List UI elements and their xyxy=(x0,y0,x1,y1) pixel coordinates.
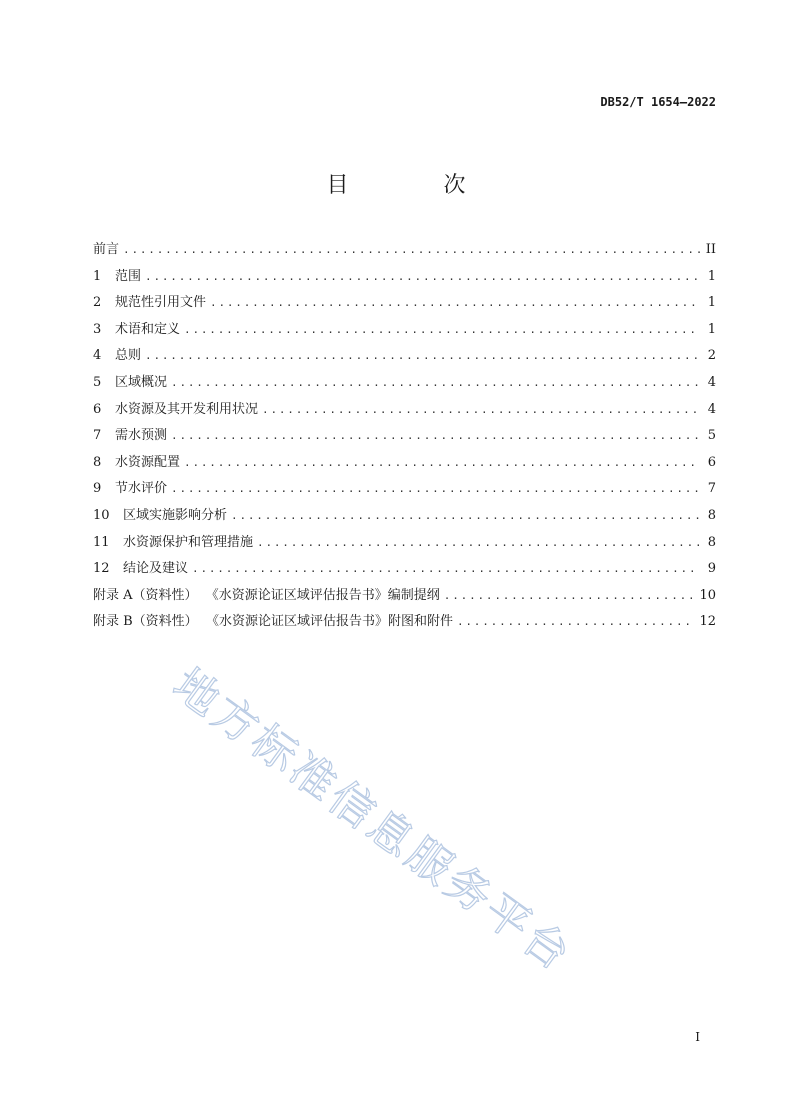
toc-entry[interactable] xyxy=(93,238,716,265)
toc-entry[interactable] xyxy=(93,344,716,371)
toc-entry-number: 9 xyxy=(93,481,102,497)
toc-leader-dots xyxy=(184,456,700,469)
toc-entry[interactable] xyxy=(93,398,716,425)
toc-leader-dots xyxy=(171,429,700,442)
toc-entry-label: 前言 xyxy=(93,242,120,257)
toc-entry-page: 5 xyxy=(707,428,716,444)
toc-entry-number: 12 xyxy=(93,561,110,577)
toc-entry-number: 1 xyxy=(93,268,102,284)
toc-entry-label: 附录 B（资料性） 《水资源论证区域评估报告书》附图和附件 xyxy=(93,614,453,630)
document-code: DB52/T 1654—2022 xyxy=(600,95,716,109)
toc-entry-page: 1 xyxy=(707,295,716,311)
toc-entry-number: 4 xyxy=(93,348,102,364)
toc-entry-label: 范围 xyxy=(115,268,142,284)
toc-entry-page: 7 xyxy=(707,481,716,497)
toc-leader-dots xyxy=(123,243,700,256)
toc-entry-page: 1 xyxy=(707,268,716,284)
toc-entry-page: 9 xyxy=(707,561,716,577)
toc-entry-page: 8 xyxy=(707,534,716,550)
toc-entry-label: 水资源及其开发利用状况 xyxy=(115,401,259,417)
toc-leader-dots xyxy=(457,615,696,628)
toc-entry[interactable] xyxy=(93,291,716,318)
toc-entry-page: II xyxy=(705,242,716,257)
toc-entry[interactable] xyxy=(93,531,716,558)
toc-entry[interactable] xyxy=(93,584,716,611)
toc-entry-number: 7 xyxy=(93,428,102,444)
toc-leader-dots xyxy=(257,536,700,549)
toc-entry-page: 4 xyxy=(707,374,716,390)
toc-entry-number: 11 xyxy=(93,534,110,550)
toc-entry[interactable] xyxy=(93,318,716,345)
toc-entry[interactable] xyxy=(93,557,716,584)
toc-leader-dots xyxy=(262,403,700,416)
toc-entry-label: 区域概况 xyxy=(115,374,168,390)
toc-entry[interactable] xyxy=(93,424,716,451)
toc-entry-number: 3 xyxy=(93,321,102,337)
toc-entry-number: 2 xyxy=(93,295,102,311)
toc-leader-dots xyxy=(184,323,700,336)
toc-entry-label: 总则 xyxy=(115,348,142,364)
toc-entry-label: 规范性引用文件 xyxy=(115,295,207,311)
toc-entry-page: 12 xyxy=(699,614,716,630)
toc-entry-page: 4 xyxy=(707,401,716,417)
toc-entry-number: 5 xyxy=(93,374,102,390)
toc-entry[interactable] xyxy=(93,265,716,292)
page-number: I xyxy=(695,1030,700,1044)
toc-entry-label: 术语和定义 xyxy=(115,321,181,337)
toc-entry-number: 10 xyxy=(93,507,110,523)
toc-leader-dots xyxy=(145,270,700,283)
toc-entry-label: 附录 A（资料性） 《水资源论证区域评估报告书》编制提纲 xyxy=(93,587,440,603)
toc-entry-page: 2 xyxy=(707,348,716,364)
toc-entry-page: 10 xyxy=(699,587,716,603)
toc-entry-page: 1 xyxy=(707,321,716,337)
toc-entry-page: 6 xyxy=(707,454,716,470)
toc-entry-number: 8 xyxy=(93,454,102,470)
toc-entry-label: 需水预测 xyxy=(115,428,168,444)
toc-entry[interactable] xyxy=(93,477,716,504)
toc-leader-dots xyxy=(210,296,700,309)
toc-leader-dots xyxy=(171,482,700,495)
toc-leader-dots xyxy=(444,589,696,602)
toc-leader-dots xyxy=(145,349,700,362)
toc-leader-dots xyxy=(171,376,700,389)
toc-entry-page: 8 xyxy=(707,507,716,523)
toc-entry[interactable] xyxy=(93,451,716,478)
toc-entry[interactable] xyxy=(93,371,716,398)
toc-entry-label: 区域实施影响分析 xyxy=(123,507,228,523)
toc-entry-label: 结论及建议 xyxy=(123,561,189,577)
toc-entry-label: 节水评价 xyxy=(115,481,168,497)
toc-entry-label: 水资源保护和管理措施 xyxy=(123,534,254,550)
toc-entry-number: 6 xyxy=(93,401,102,417)
toc-entry[interactable] xyxy=(93,504,716,531)
watermark: 地方标准信息服务平台 xyxy=(163,658,582,983)
toc-leader-dots xyxy=(231,509,700,522)
toc-leader-dots xyxy=(192,562,700,575)
table-of-contents xyxy=(93,238,716,637)
toc-title: 目 次 xyxy=(326,173,510,198)
toc-entry-label: 水资源配置 xyxy=(115,454,181,470)
toc-entry[interactable] xyxy=(93,610,716,637)
